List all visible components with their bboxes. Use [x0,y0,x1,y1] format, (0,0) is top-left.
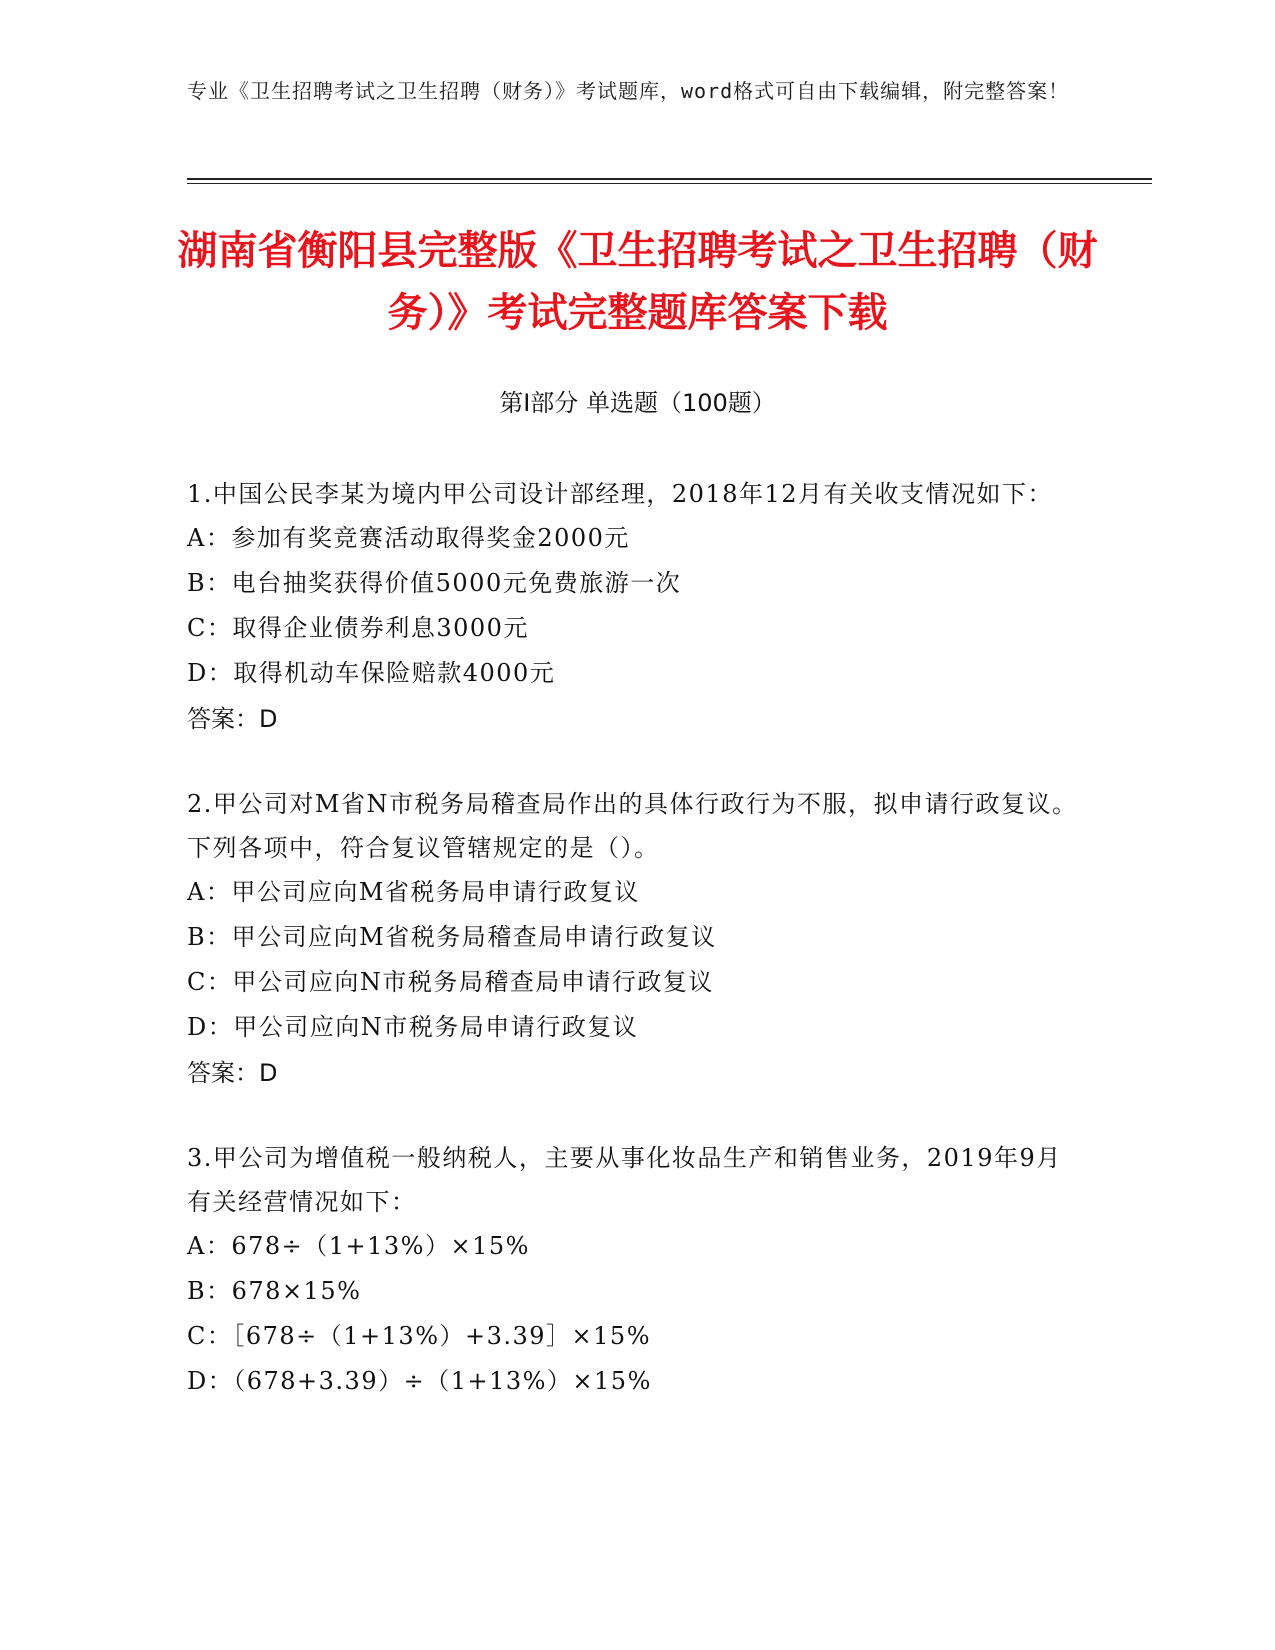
question-1 [187,472,1087,742]
header-divider-thick [187,178,1152,180]
option-d: D：取得机动车保险赔款4000元 [187,659,556,687]
option-d: D：（678+3.39）÷（1+13%）×15% [187,1367,652,1395]
question-stem: 2.甲公司对M省N市税务局稽查局作出的具体行政行为不服，拟申请行政复议。下列各项中，符合复议管辖规定的是（）。 [187,790,1078,862]
question-2 [187,782,1087,1096]
document-title: 湖南省衡阳县完整版《卫生招聘考试之卫生招聘（财务）》考试完整题库答案下载 [177,228,1098,336]
option-c: C：取得企业债券利息3000元 [187,614,529,642]
answer-line: 答案：D [187,705,278,733]
option-a: A：参加有奖竞赛活动取得奖金2000元 [187,524,630,552]
section-heading: 第Ⅰ部分 单选题（100题） [499,389,776,417]
question-stem: 3.甲公司为增值税一般纳税人，主要从事化妆品生产和销售业务，2019年9月有关经营情况如下： [187,1144,1062,1216]
header-note: 专业《卫生招聘考试之卫生招聘（财务）》考试题库，word格式可自由下载编辑，附完整答案！ [187,79,1070,103]
option-a: A：678÷（1+13%）×15% [187,1232,530,1260]
option-b: B：甲公司应向M省税务局稽查局申请行政复议 [187,923,717,951]
option-b: B：678×15% [187,1277,362,1305]
answer-line: 答案：D [187,1059,278,1087]
header-divider-thin [187,183,1152,184]
option-b: B：电台抽奖获得价值5000元免费旅游一次 [187,569,682,597]
option-c: C：［678÷（1+13%）+3.39］×15% [187,1322,652,1350]
question-list [187,472,1087,1444]
option-d: D：甲公司应向N市税务局申请行政复议 [187,1013,639,1041]
question-3 [187,1136,1087,1404]
option-a: A：甲公司应向M省税务局申请行政复议 [187,878,640,906]
question-stem: 1.中国公民李某为境内甲公司设计部经理，2018年12月有关收支情况如下： [187,480,1054,508]
option-c: C：甲公司应向N市税务局稽查局申请行政复议 [187,968,714,996]
